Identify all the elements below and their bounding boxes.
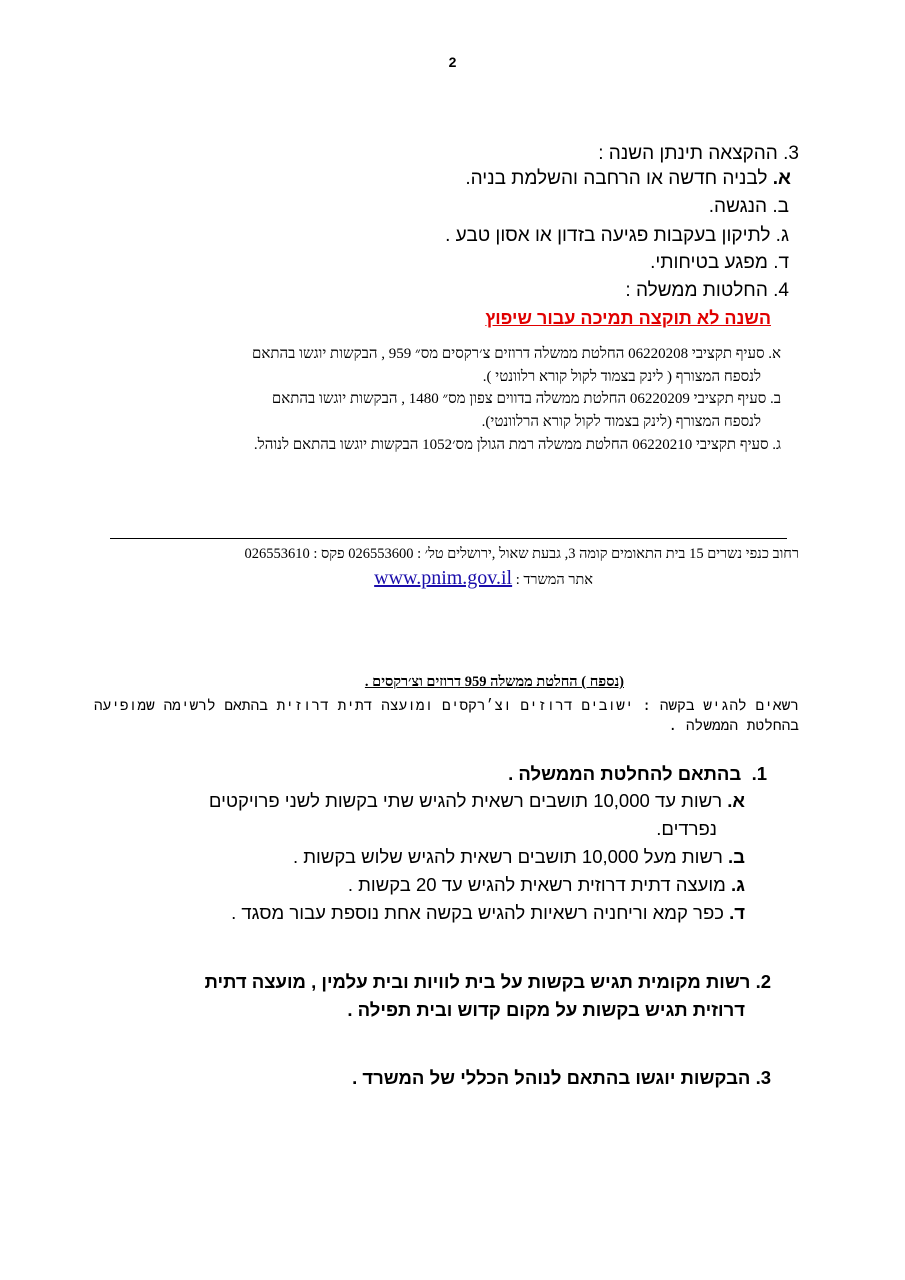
item-4-government-decisions: 4. החלטות ממשלה :: [625, 280, 789, 301]
appendix-sub-a-continued: נפרדים.: [656, 818, 717, 839]
sub-item-d-letter: ד.: [773, 252, 789, 273]
appendix-sub-a-letter: א.: [727, 790, 745, 811]
clause-c: ג. סעיף תקציבי 06220210 החלטת ממשלה רמת הגולן מס׳1052 הבקשות יוגשו בהתאם לנוהל.: [253, 437, 781, 453]
sub-item-b-text: הנגשה.: [708, 196, 768, 217]
appendix-sub-b-letter: ב.: [728, 846, 745, 867]
item-3-allocation: [598, 143, 799, 165]
clause-b-line1: ב. סעיף תקציבי 06220209 החלטת ממשלה בדווים צפון מס״ 1480 , הבקשות יוגשו בהתאם: [271, 391, 781, 407]
appendix-item-1-text: בהתאם להחלטת הממשלה .: [508, 763, 742, 784]
appendix-item-2-text-1: רשות מקומית תגיש בקשות על בית לוויות ובית עלמין , מועצה דתית: [204, 971, 751, 992]
item-3-text: ההקצאה תינתן השנה :: [598, 143, 778, 164]
red-notice: השנה לא תוקצה תמיכה עבור שיפוץ: [485, 308, 771, 328]
appendix-item-1-number: 1.: [751, 763, 767, 784]
clause-b-line2: לנספח המצורף (לינק בצמוד לקול קורא הרלוונטי).: [481, 414, 761, 430]
appendix-sub-d-text: כפר קמא וריחניה רשאיות להגיש בקשה אחת נוספת עבור מסגד .: [231, 902, 724, 923]
footer-divider: [110, 538, 787, 539]
appendix-sub-c: [348, 874, 745, 896]
appendix-item-1: [508, 763, 767, 785]
appendix-item-3: [352, 1067, 771, 1089]
appendix-sub-d: [231, 902, 745, 924]
appendix-sub-b: [293, 846, 745, 868]
appendix-eligible-line2: בהחלטת הממשלה .: [668, 718, 799, 734]
footer-site: [374, 567, 593, 590]
sub-item-c-text: לתיקון בעקבות פגיעה בזדון או אסון טבע .: [445, 225, 771, 246]
sub-item-b-letter: ב.: [772, 196, 789, 217]
sub-item-a-text: לבניה חדשה או הרחבה והשלמת בניה.: [465, 168, 768, 189]
sub-item-a-letter: א.: [772, 168, 791, 189]
appendix-item-3-text: הבקשות יוגשו בהתאם לנוהל הכללי של המשרד .: [352, 1067, 751, 1088]
appendix-sub-a-text: רשות עד 10,000 תושבים רשאית להגיש שתי בקשות לשני פרויקטים: [208, 790, 723, 811]
appendix-item-2-line1: [205, 971, 771, 993]
footer-site-link[interactable]: www.pnim.gov.il: [374, 567, 513, 589]
appendix-item-2-line2: דרוזית תגיש בקשות על מקום קדוש ובית תפילה .: [347, 999, 745, 1020]
sub-item-c-letter: ג.: [775, 225, 789, 246]
sub-item-d: [650, 252, 789, 274]
sub-item-d-text: מפגע בטיחותי.: [650, 252, 768, 273]
footer-site-label: אתר המשרד :: [515, 572, 593, 588]
appendix-item-2-number: 2.: [755, 971, 771, 992]
clause-a-line1: א. סעיף תקציבי 06220208 החלטת ממשלה דרוזים צ׳רקסים מס״ 959 , הבקשות יוגשו בהתאם: [252, 346, 781, 362]
sub-item-b: [709, 196, 789, 218]
sub-item-a: [465, 168, 791, 190]
appendix-sub-c-letter: ג.: [730, 874, 745, 895]
appendix-item-3-number: 3.: [755, 1067, 771, 1088]
appendix-title: (נספח ) החלטת ממשלה 959 דרוזים וצ׳רקסים .: [364, 674, 624, 690]
page-number: 2: [448, 54, 457, 70]
appendix-sub-d-letter: ד.: [729, 902, 745, 923]
item-3-number: 3.: [783, 143, 799, 164]
sub-item-c: [445, 225, 789, 247]
footer-address: רחוב כנפי נשרים 15 בית התאומים קומה 3, גבעת שאול ,ירושלים טל׳ : 026553600 פקס : 026553610: [244, 546, 799, 562]
appendix-eligible-line1: רשאים להגיש בקשה : ישובים דרוזים וצ׳רקסים ומועצה דתית דרוזית בהתאם לרשימה שמופיעה: [93, 698, 799, 714]
appendix-sub-c-text: מועצה דתית דרוזית רשאית להגיש עד 20 בקשות .: [347, 874, 726, 895]
appendix-sub-a: [209, 790, 745, 812]
appendix-sub-b-text: רשות מעל 10,000 תושבים רשאית להגיש שלוש בקשות .: [292, 846, 723, 867]
clause-a-line2: לנספח המצורף ( לינק בצמוד לקול קורא רלוונטי ).: [482, 369, 761, 385]
